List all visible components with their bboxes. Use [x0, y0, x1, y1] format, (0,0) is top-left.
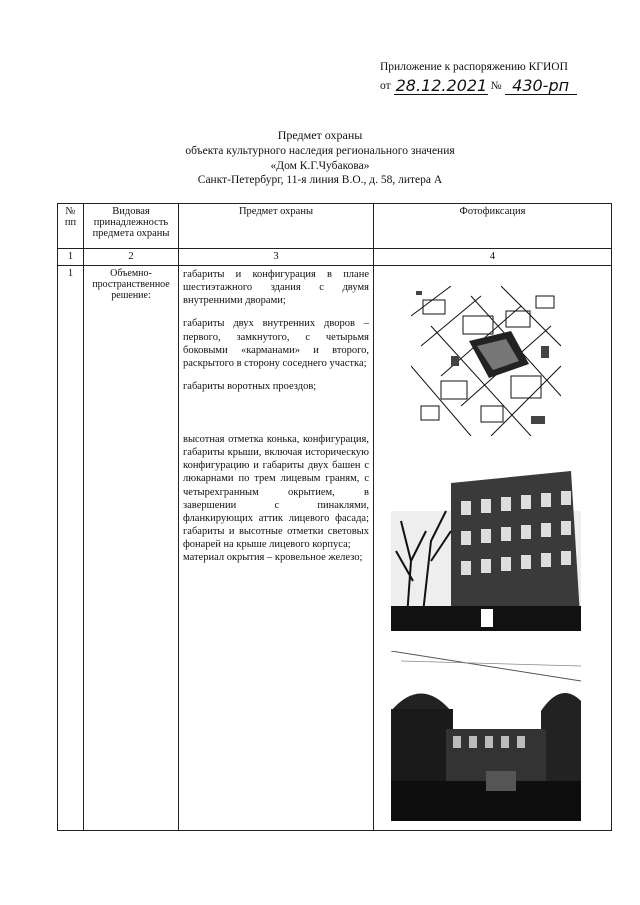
column-number-row	[58, 249, 612, 266]
subject-paragraph: материал окрытия – кровельное железо;	[183, 552, 363, 564]
column-number: 1	[58, 249, 84, 266]
from-label: от	[380, 80, 391, 92]
header-subject: Предмет охраны	[179, 204, 374, 249]
subject-paragraph: габариты и конфигурация в плане шестиэтажного здания с двумя внутренними дворами;	[183, 269, 369, 307]
table-header-row	[58, 204, 612, 249]
appendix-header	[380, 60, 610, 95]
header-kind: Видовая принадлежность предмета охраны	[84, 204, 179, 249]
roof-photo	[391, 651, 581, 821]
subject-paragraph: габариты воротных проездов;	[183, 380, 317, 392]
table-row	[58, 266, 612, 831]
column-number: 2	[84, 249, 179, 266]
protection-table	[57, 203, 612, 831]
header-number: № пп	[58, 204, 84, 249]
title-line-2: объекта культурного наследия регионального значения	[185, 144, 455, 157]
header-photo: Фотофиксация	[374, 204, 612, 249]
appendix-date-line	[380, 75, 610, 95]
appendix-title: Приложение к распоряжению КГИОП	[380, 61, 568, 73]
subject-paragraph: высотная отметка конька, конфигурация, габариты крыши, включая историческую конфигурацию и габариты двух башен с люкарнами по трем лицевым граням, с четырехгранным окрытием, в завершении с пинаклями, фланкирующих аттик лицевого фасада; габариты и высотные отметки световых фонарей на крыше лицевого корпуса;	[183, 434, 369, 550]
column-number: 4	[374, 249, 612, 266]
title-line-4: Санкт-Петербург, 11-я линия В.О., д. 58, литера А	[197, 174, 443, 187]
site-map-image	[411, 286, 561, 436]
photo-cell	[374, 266, 612, 831]
row-kind: Объемно-пространственное решение:	[84, 266, 179, 831]
order-date: 28.12.2021	[395, 75, 488, 95]
facade-photo	[391, 471, 581, 631]
title-line-1: Предмет охраны	[277, 128, 363, 142]
title-line-3: «Дом К.Г.Чубакова»	[270, 159, 370, 172]
document-title	[0, 128, 640, 188]
order-number: 430-рп	[505, 78, 577, 95]
row-number: 1	[58, 266, 84, 831]
column-number: 3	[179, 249, 374, 266]
row-subject	[179, 266, 374, 831]
number-label: №	[490, 80, 502, 92]
subject-paragraph: габариты двух внутренних дворов – первого, замкнутого, с четырьмя боковыми «карманами» и второго, раскрытого в сторону соседнего участка;	[183, 318, 369, 369]
